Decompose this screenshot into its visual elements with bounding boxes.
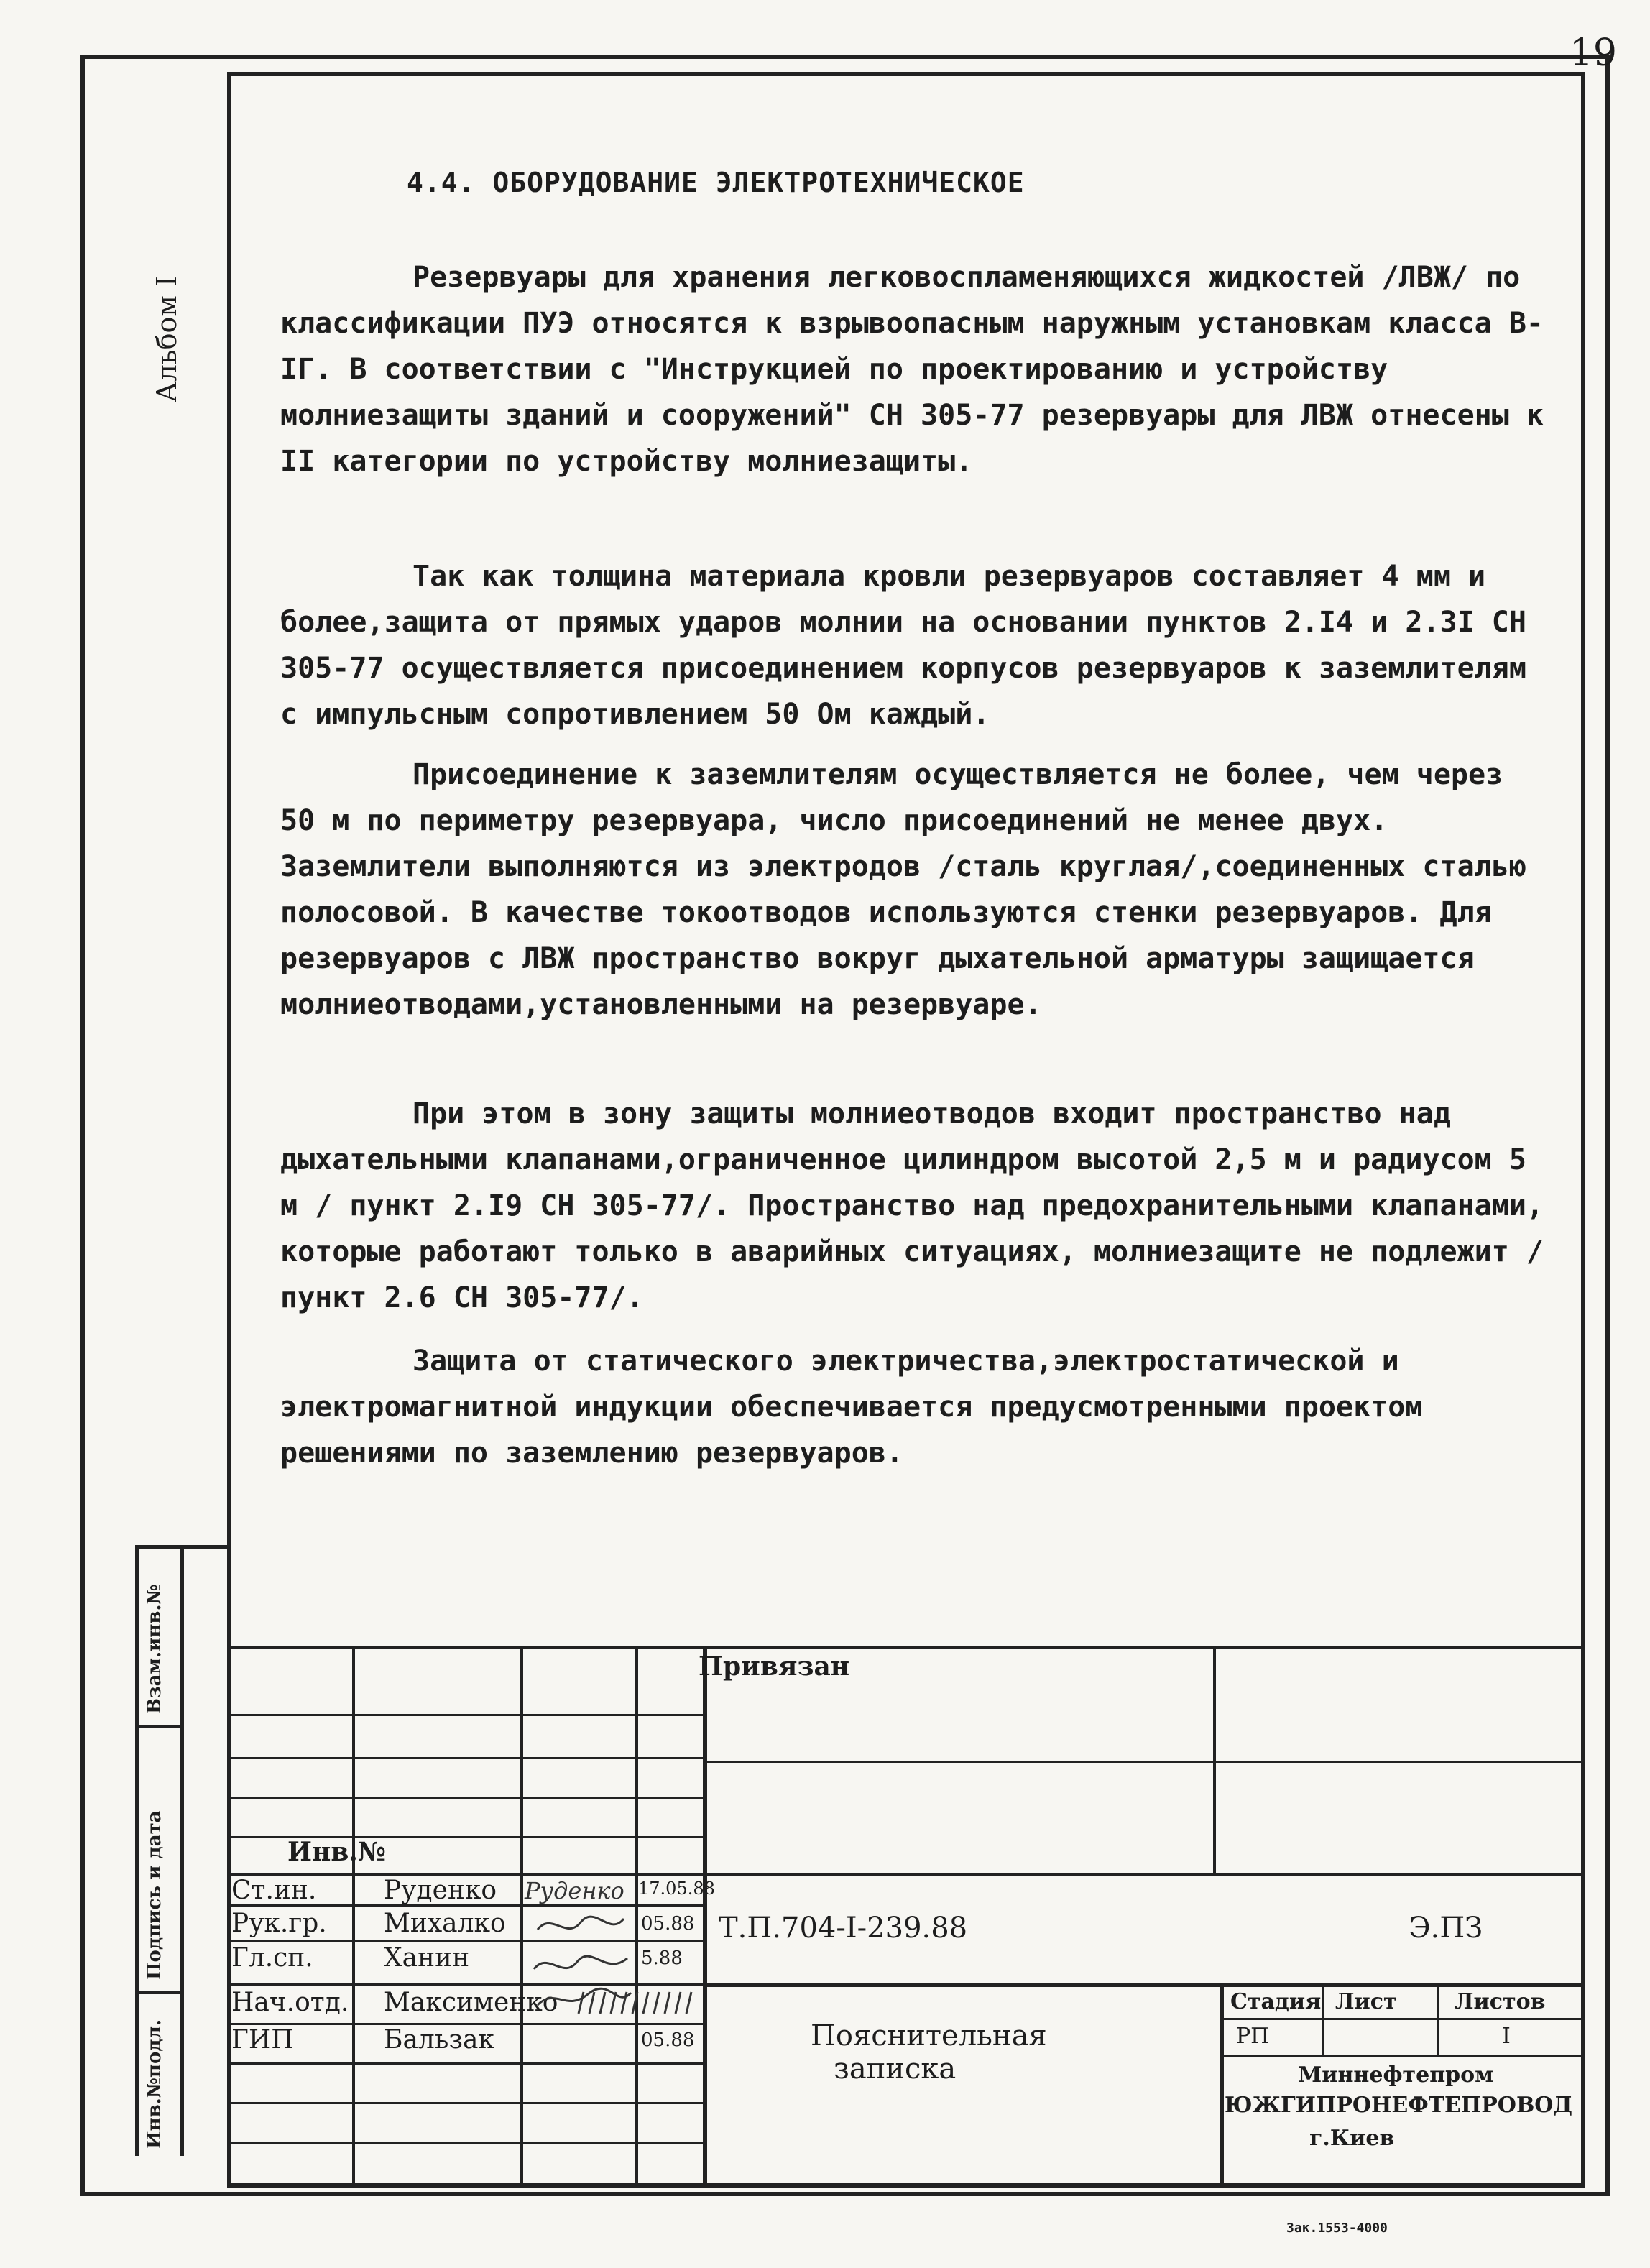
- title-block-line: [227, 2102, 704, 2104]
- replaced-inv-label: Взам.инв.№: [144, 1584, 165, 1714]
- title-block-line: [704, 1983, 1585, 1987]
- title-block-line: [704, 1761, 1585, 1763]
- signer-name: Ханин: [384, 1943, 470, 1973]
- title-block-line: [1213, 1646, 1216, 1873]
- signer-date: 17.05.88: [638, 1879, 715, 1899]
- signer-name: Руденко: [384, 1876, 497, 1905]
- side-stamp-line: [135, 1991, 184, 1994]
- doc-title-line-1: Пояснительная: [811, 2019, 1047, 2052]
- signature-hatching: [575, 1985, 704, 2021]
- orig-inv-label: Инв.№подл.: [144, 2019, 165, 2149]
- doc-title-line-2: записка: [834, 2052, 957, 2085]
- footer-order-mark: Зак.1553-4000: [1286, 2221, 1388, 2236]
- title-block-line: [227, 2142, 704, 2144]
- signer-role: ГИП: [231, 2025, 294, 2055]
- paragraph-1: Резервуары для хранения легковоспламеняющихся жидкостей /ЛВЖ/ по классификации ПУЭ относятся к взрывоопасным наружным установкам класса В-IГ. В соответствии с "Инструкцией по проектированию и устройству молниезащиты зданий и сооружений" СН 305-77 резервуары для ЛВЖ отнесены к II категории по устройству молниезащиты.: [280, 261, 1544, 478]
- section-heading: 4.4. ОБОРУДОВАНИЕ ЭЛЕКТРОТЕХНИЧЕСКОЕ: [407, 167, 1025, 198]
- org-ministry: Миннефтепром: [1298, 2062, 1494, 2088]
- title-block-line: [227, 1797, 704, 1799]
- side-stamp-line: [135, 1545, 139, 2156]
- org-name: ЮЖГИПРОНЕФТЕПРОВОД: [1225, 2093, 1573, 2118]
- side-stamp-line: [180, 1545, 184, 2156]
- doc-code: Т.П.704-I-239.88: [719, 1912, 968, 1945]
- title-block-line: [352, 1646, 355, 2185]
- paragraph-5: Защита от статического электричества,электростатической и электромагнитной индукции обеспечивается предусмотренными проектом решениями по заземлению резервуаров.: [280, 1345, 1423, 1470]
- signer-role: Ст.ин.: [231, 1876, 317, 1905]
- paragraph-4: При этом в зону защиты молниеотводов входит пространство над дыхательными клапанами,ограниченное цилиндром высотой 2,5 м и радиусом 5 м / пункт 2.I9 СН 305-77/. Пространство над предохранительными клапанами, которые работают только в аварийных ситуациях, молниезащите не подлежит / пункт 2.6 СН 305-77/.: [280, 1097, 1544, 1314]
- signer-name: Михалко: [384, 1909, 506, 1938]
- doc-mark: Э.ПЗ: [1409, 1912, 1483, 1945]
- title-block-line: [1222, 2018, 1585, 2020]
- inv-label: Инв.№: [287, 1837, 387, 1867]
- sheet-header: Лист: [1335, 1989, 1397, 2014]
- title-block-line: [1222, 2055, 1585, 2057]
- signer-name: Бальзак: [384, 2025, 494, 2055]
- side-stamp-line: [135, 1725, 184, 1728]
- sheets-value: I: [1502, 2024, 1511, 2049]
- paragraph-3: Присоединение к заземлителям осуществляется не более, чем через 50 м по периметру резервуара, число присоединений не менее двух. Заземлители выполняются из электродов /сталь круглая/,соединенных сталью полосовой. В качестве токоотводов используются стенки резервуаров. Для резервуаров с ЛВЖ пространство вокруг дыхательной арматуры защищается молниеотводами,установленными на резервуаре.: [280, 758, 1526, 1021]
- signer-name: Максименко: [384, 1988, 558, 2017]
- signer-signature: Руденко: [525, 1877, 624, 1904]
- sheet-number: 19: [1569, 32, 1617, 75]
- title-block-line: [1322, 1983, 1324, 2055]
- signer-role: Гл.сп.: [231, 1943, 313, 1973]
- signer-date: 05.88: [641, 1913, 695, 1935]
- side-stamp-line: [135, 1545, 229, 1549]
- title-block-line: [703, 1646, 707, 2185]
- signer-date: 5.88: [641, 1947, 683, 1969]
- signer-date: 05.88: [641, 2029, 695, 2051]
- signer-role: Нач.отд.: [231, 1988, 349, 2017]
- stage-header: Стадия: [1230, 1989, 1322, 2014]
- title-block-line: [1220, 1983, 1224, 2185]
- org-city: г.Киев: [1309, 2126, 1395, 2151]
- title-block-line: [227, 1757, 704, 1759]
- sign-date-label: Подпись и дата: [144, 1810, 165, 1980]
- title-block-line: [1437, 1983, 1439, 2055]
- stage-value: РП: [1236, 2024, 1270, 2049]
- paragraph-2: Так как толщина материала кровли резервуаров составляет 4 мм и более,защита от прямых ударов молнии на основании пунктов 2.I4 и 2.3I СН 305-77 осуществляется присоединением корпусов резервуаров к заземлителям с импульсным сопротивлением 50 Ом каждый.: [280, 560, 1526, 731]
- sheets-header: Листов: [1455, 1989, 1546, 2014]
- title-block-line: [227, 1714, 704, 1716]
- tied-label: Привязан: [699, 1651, 850, 1682]
- title-block-line: [227, 2062, 704, 2065]
- title-block-line: [227, 1646, 1585, 1649]
- album-label: Альбом I: [151, 275, 183, 402]
- signer-role: Рук.гр.: [231, 1909, 327, 1938]
